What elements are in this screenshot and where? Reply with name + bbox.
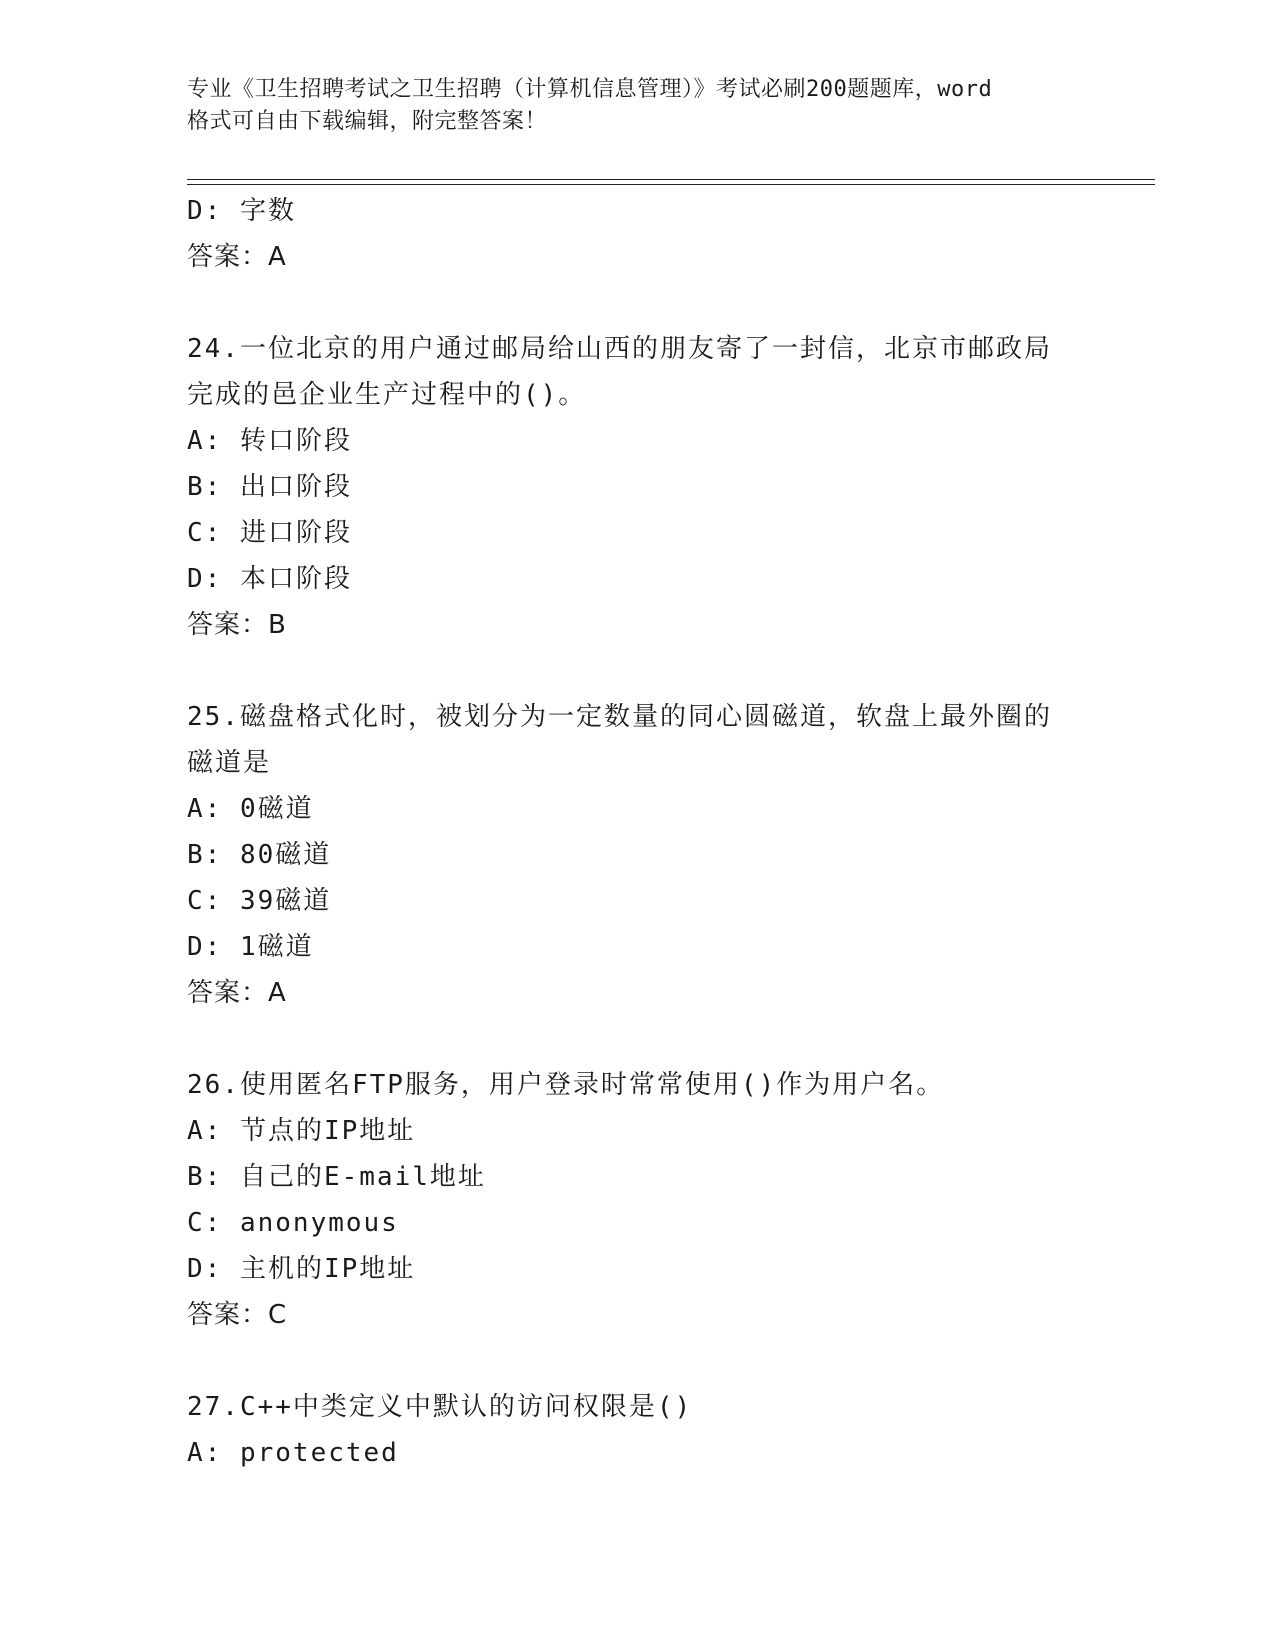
option-d: D: 字数	[187, 196, 296, 226]
question-stem-line-1: 25.磁盘格式化时，被划分为一定数量的同心圆磁道，软盘上最外圈的	[187, 702, 1052, 732]
question-stem-line-2: 磁道是	[187, 748, 272, 778]
header-divider-bottom	[187, 184, 1155, 185]
option-d: D: 主机的IP地址	[187, 1254, 416, 1284]
option-b: B: 出口阶段	[187, 472, 352, 502]
spacer	[187, 1016, 1087, 1062]
question-list	[187, 188, 1087, 1476]
option-a: A: 0磁道	[187, 794, 314, 824]
option-b: B: 80磁道	[187, 840, 332, 870]
option-c: C: 进口阶段	[187, 518, 352, 548]
header-divider-top	[187, 179, 1155, 180]
question-26	[187, 1062, 1087, 1338]
spacer	[187, 648, 1087, 694]
option-d: D: 本口阶段	[187, 564, 352, 594]
question-25	[187, 694, 1087, 1016]
header-line-2: 格式可自由下载编辑，附完整答案！	[187, 109, 548, 134]
option-c: C: anonymous	[187, 1208, 399, 1238]
option-d: D: 1磁道	[187, 932, 314, 962]
question-24	[187, 326, 1087, 648]
question-stem-line-1: 24.一位北京的用户通过邮局给山西的朋友寄了一封信，北京市邮政局	[187, 334, 1052, 364]
answer: 答案：A	[187, 242, 287, 272]
option-c: C: 39磁道	[187, 886, 332, 916]
question-stem-line-2: 完成的邑企业生产过程中的()。	[187, 380, 587, 410]
question-stem-line-1: 26.使用匿名FTP服务，用户登录时常常使用()作为用户名。	[187, 1070, 945, 1100]
option-a: A: 节点的IP地址	[187, 1116, 416, 1146]
question-23	[187, 188, 1087, 280]
question-stem-line-1: 27.C++中类定义中默认的访问权限是()	[187, 1392, 693, 1422]
spacer	[187, 1338, 1087, 1384]
answer: 答案：C	[187, 1300, 288, 1330]
answer: 答案：A	[187, 978, 287, 1008]
header-line-1: 专业《卫生招聘考试之卫生招聘（计算机信息管理）》考试必刷200题题库，word	[187, 77, 993, 102]
option-a: A: 转口阶段	[187, 426, 352, 456]
answer: 答案：B	[187, 610, 287, 640]
spacer	[187, 280, 1087, 326]
question-27	[187, 1384, 1087, 1476]
option-b: B: 自己的E-mail地址	[187, 1162, 486, 1192]
page-header	[187, 74, 1087, 138]
option-a: A: protected	[187, 1438, 399, 1468]
